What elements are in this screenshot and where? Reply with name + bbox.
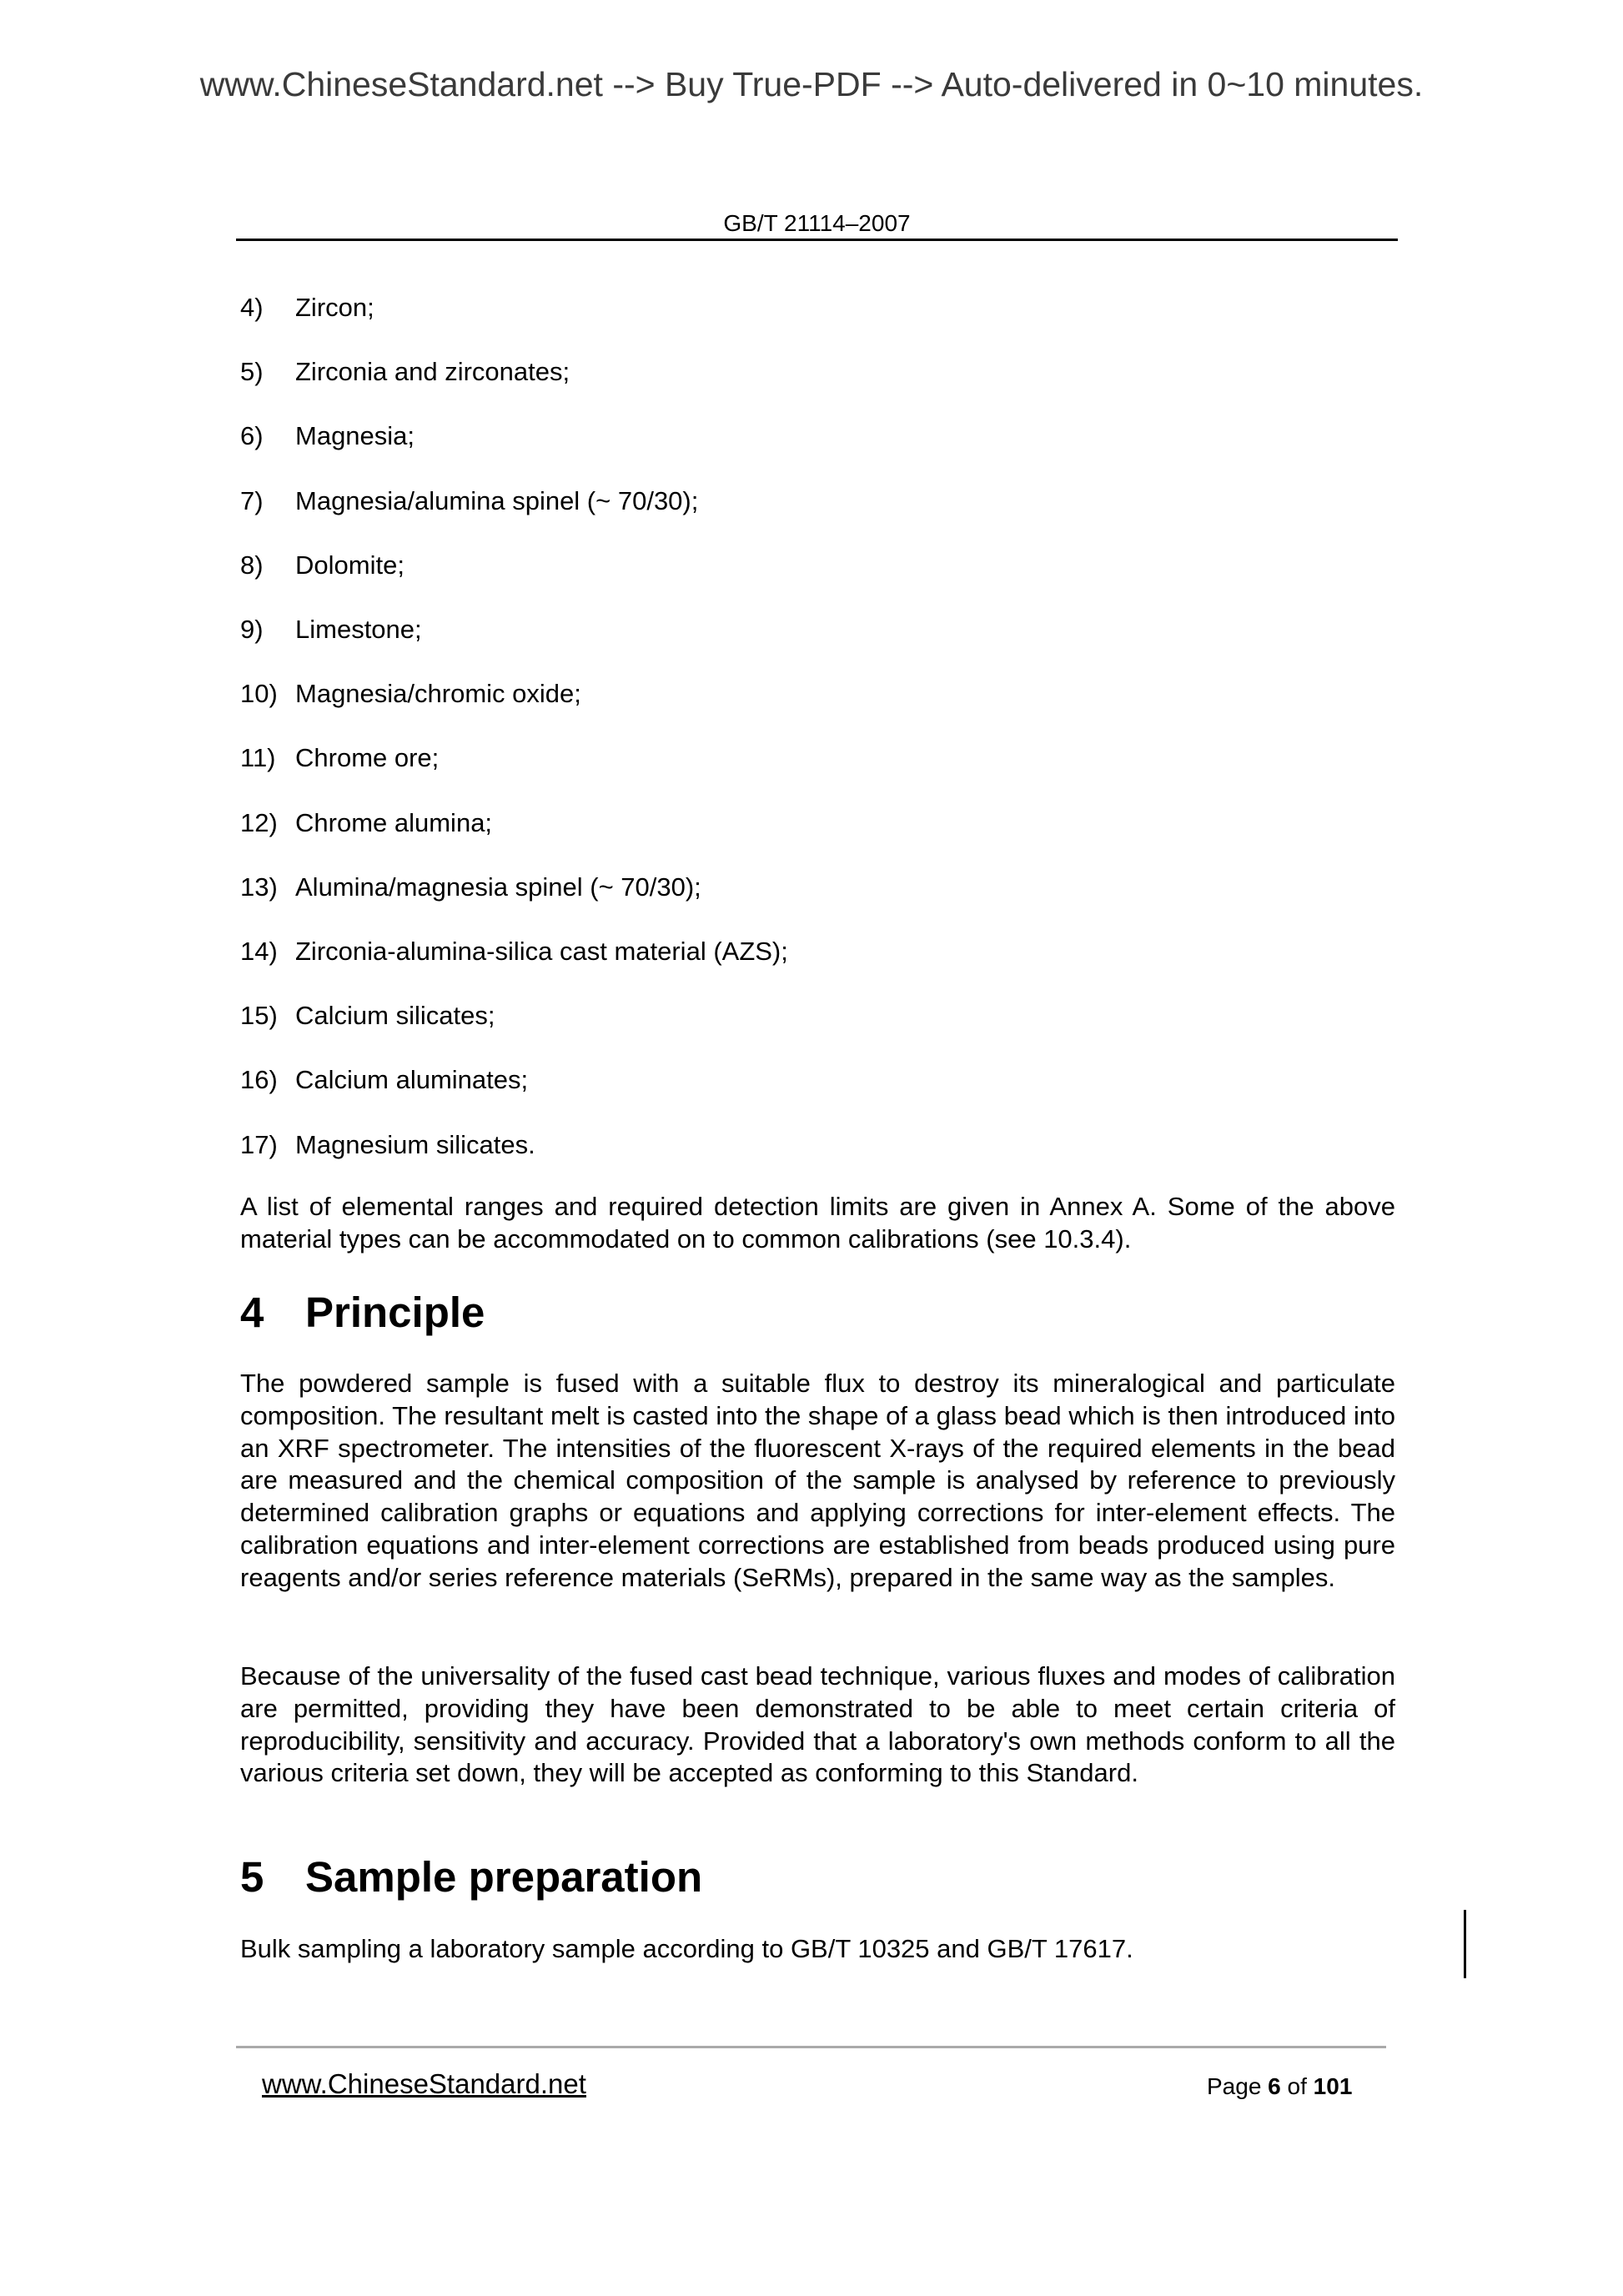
list-number: 7)	[240, 485, 264, 515]
list-text: Zirconia-alumina-silica cast material (AZS);	[295, 937, 788, 966]
list-item	[240, 1063, 528, 1096]
header-divider	[236, 239, 1398, 241]
list-number: 4)	[240, 293, 264, 322]
list-number: 5)	[240, 357, 264, 387]
list-number: 15)	[240, 1001, 278, 1031]
list-item	[240, 420, 415, 452]
list-number: 12)	[240, 807, 278, 837]
list-text: Chrome alumina;	[295, 807, 493, 837]
list-number: 13)	[240, 872, 278, 902]
list-text: Limestone;	[295, 615, 422, 644]
page-number	[1207, 2073, 1352, 2100]
total-pages: 101	[1313, 2073, 1353, 2099]
list-text: Calcium aluminates;	[295, 1065, 529, 1095]
section-number: 5	[240, 1853, 264, 1901]
list-item	[240, 806, 492, 839]
list-item	[240, 677, 581, 710]
footer-website-link[interactable]: www.ChineseStandard.net	[262, 2068, 586, 2099]
list-text: Magnesia/alumina spinel (~ 70/30);	[295, 485, 699, 515]
list-text: Alumina/magnesia spinel (~ 70/30);	[295, 872, 701, 902]
list-text: Magnesia/chromic oxide;	[295, 679, 581, 709]
list-number: 16)	[240, 1065, 278, 1095]
principle-paragraph-2: Because of the universality of the fused cast bead technique, various fluxes and modes of calibration are permitted, providing they have been demonstrated to be able to meet certain criteria of reproducibility, sensitivity and accuracy. Provided that a laboratory's own methods conform to all the various criteria set down, they will be accepted as conforming to this Standard.	[240, 1661, 1395, 1788]
list-text: Chrome ore;	[295, 743, 440, 773]
list-item	[240, 999, 495, 1032]
list-number: 17)	[240, 1129, 278, 1159]
principle-paragraph-1: The powdered sample is fused with a suitable flux to destroy its mineralogical and particulate composition. The resultant melt is casted into the shape of a glass bead which is then introduced into an XRF spectrometer. The intensities of the fluorescent X-rays of the required elements in the bead are measured and the chemical composition of the sample is analysed by reference to previously determined calibration graphs or equations and applying corrections for inter-element effects. The calibration equations and inter-element corrections are established from beads produced using pure reagents and/or series reference materials (SeRMs), prepared in the same way as the samples.	[240, 1369, 1395, 1592]
list-text: Magnesia;	[295, 421, 415, 451]
section-title: Principle	[305, 1289, 485, 1336]
sample-prep-paragraph: Bulk sampling a laboratory sample according to GB/T 10325 and GB/T 17617.	[240, 1934, 1133, 1963]
list-item	[240, 871, 701, 903]
page-of: of	[1280, 2073, 1314, 2099]
section-title: Sample preparation	[305, 1853, 703, 1901]
section-4-heading	[240, 1288, 485, 1337]
list-item	[240, 291, 374, 324]
list-item	[240, 613, 422, 646]
list-item	[240, 355, 570, 388]
list-number: 6)	[240, 421, 264, 451]
list-number: 11)	[240, 743, 276, 773]
list-item	[240, 935, 788, 967]
promo-banner: www.ChineseStandard.net --> Buy True-PDF --> Auto-delivered in 0~10 minutes.	[199, 65, 1424, 103]
list-item	[240, 1128, 535, 1161]
section-5-heading	[240, 1852, 702, 1902]
current-page: 6	[1268, 2073, 1281, 2099]
list-item	[240, 741, 439, 774]
list-text: Magnesium silicates.	[295, 1129, 535, 1159]
change-bar	[1464, 1910, 1466, 1978]
list-item	[240, 549, 404, 581]
annex-paragraph: A list of elemental ranges and required detection limits are given in Annex A. Some of the above material types can be accommodated on to common calibrations (see 10.3.4).	[240, 1192, 1395, 1254]
list-text: Zircon;	[295, 293, 374, 322]
list-text: Zirconia and zirconates;	[295, 357, 570, 387]
list-item	[240, 485, 698, 517]
footer-divider	[236, 2046, 1386, 2048]
list-number: 10)	[240, 679, 278, 709]
list-number: 9)	[240, 615, 264, 644]
list-text: Dolomite;	[295, 550, 404, 580]
list-number: 8)	[240, 550, 264, 580]
section-number: 4	[240, 1289, 264, 1336]
list-number: 14)	[240, 937, 278, 966]
page-prefix: Page	[1207, 2073, 1269, 2099]
document-code: GB/T 21114–2007	[723, 210, 911, 236]
list-text: Calcium silicates;	[295, 1001, 495, 1031]
